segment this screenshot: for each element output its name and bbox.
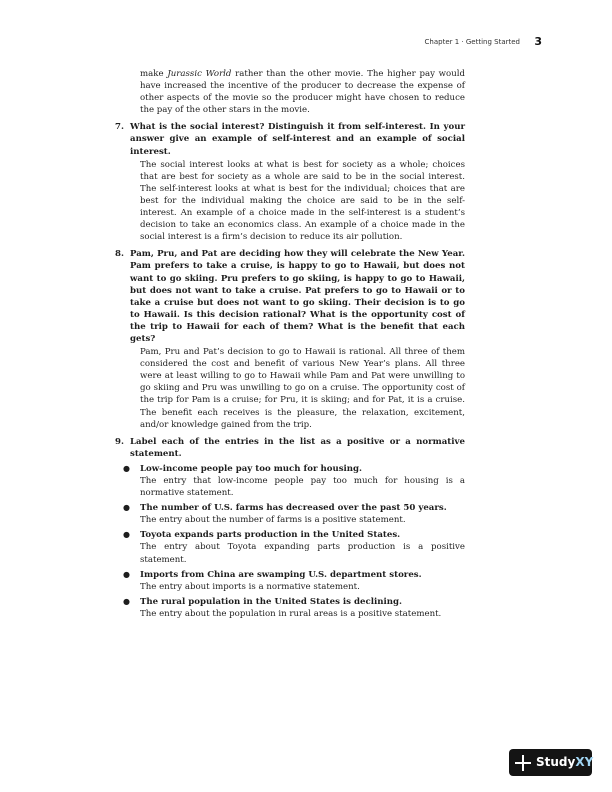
list-item <box>123 569 465 593</box>
answer-text: The social interest looks at what is best for society as a whole; choices that are best for society as a whole are said to be in the social interest. The self-interest looks at what is best for the individual; choices that are best for the individual making the choice are said to be in the self-interest. An example of a choice made in the self-interest is a student’s decision to take an economics class. An example of a choice made in the social interest is a firm’s decision to reduce its air pollution. <box>140 159 465 243</box>
bullet-icon: ● <box>123 596 130 606</box>
movie-title: Jurassic World <box>167 69 232 79</box>
bullet-icon: ● <box>123 530 130 540</box>
question-8 <box>115 248 465 430</box>
bullet-icon: ● <box>123 503 130 513</box>
studyxy-logo[interactable] <box>509 749 592 776</box>
page-body <box>115 68 465 620</box>
continuation-before: make <box>140 69 168 79</box>
list-item <box>123 529 465 565</box>
statement-text: The number of U.S. farms has decreased over the past 50 years. <box>140 503 447 514</box>
question-number: 9. <box>115 436 124 447</box>
statement-text: Toyota expands parts production in the United States. <box>140 530 401 541</box>
page-header <box>0 36 612 50</box>
question-9 <box>115 436 465 620</box>
question-text: What is the social interest? Distinguish it from self-interest. In your answer give an example of self-interest and an example of social interest. <box>130 122 465 157</box>
statement-answer: The entry about the population in rural areas is a positive statement. <box>140 608 442 619</box>
question-number: 8. <box>115 249 124 260</box>
question-text: Pam, Pru, and Pat are deciding how they will celebrate the New Year. Pam prefers to take a cruise, is happy to go to Hawaii, but does not want to go skiing. Pru prefers to go skiing, is happy to go to Hawaii, but does not want to take a cruise. Pat prefers to go to Hawaii or to take a cruise but does not want to go skiing. Their decision is to go to Hawaii. Is this decision rational? What is the opportunity cost of the trip to Hawaii for each of them? What is the benefit that each gets? <box>130 249 465 344</box>
logo-brand-accent: XY <box>575 755 594 769</box>
continuation-paragraph <box>140 68 465 116</box>
bullet-icon: ● <box>123 463 130 473</box>
question-number: 7. <box>115 122 124 133</box>
statement-answer: The entry that low-income people pay too much for housing is a normative statement. <box>140 476 465 499</box>
plus-icon <box>515 755 531 771</box>
question-7 <box>115 121 465 243</box>
statement-list <box>123 463 465 620</box>
list-item <box>123 463 465 499</box>
question-text: Label each of the entries in the list as a positive or a normative statement. <box>130 436 465 459</box>
page-number: 3 <box>534 35 542 48</box>
logo-text <box>536 755 593 769</box>
list-item <box>123 502 465 526</box>
statement-text: The rural population in the United States is declining. <box>140 596 403 607</box>
statement-answer: The entry about Toyota expanding parts production is a positive statement. <box>140 542 465 565</box>
statement-answer: The entry about the number of farms is a positive statement. <box>140 515 406 526</box>
statement-text: Imports from China are swamping U.S. department stores. <box>140 569 422 580</box>
list-item <box>123 596 465 620</box>
statement-text: Low-income people pay too much for housing. <box>140 463 363 474</box>
statement-answer: The entry about imports is a normative statement. <box>140 581 360 592</box>
answer-text: Pam, Pru and Pat’s decision to go to Hawaii is rational. All three of them considered the cost and benefit of various New Year’s plans. All three were at least willing to go to Hawaii while Pam and Pat were unwilling to go skiing and Pru was unwilling to go on a cruise. The opportunity cost of the trip for Pam is a cruise; for Pru, it is skiing; and for Pat, it is a cruise. The benefit each receives is the pleasure, the relaxation, excitement, and/or knowledge gained from the trip. <box>140 347 465 430</box>
continuation-after: rather than the other movie. The higher pay would have increased the incentive of the producer to decrease the expense of other aspects of the movie so the producer might have chosen to reduce the pay of the other stars in the movie. <box>140 69 465 116</box>
chapter-title: Chapter 1 · Getting Started <box>424 38 520 46</box>
logo-brand-main: Study <box>536 755 576 769</box>
bullet-icon: ● <box>123 569 130 579</box>
